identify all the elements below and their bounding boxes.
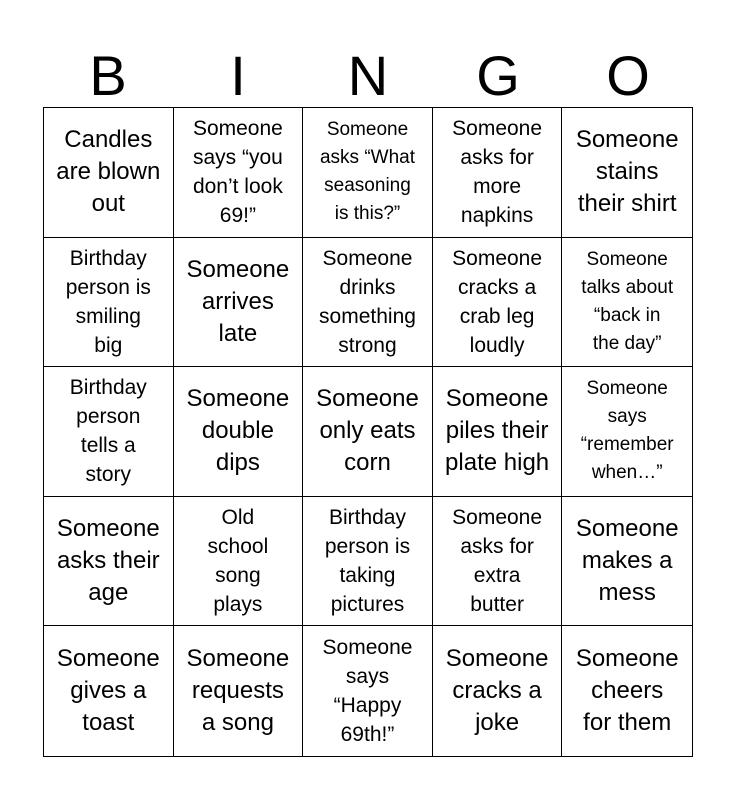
header-letter-b: B (89, 44, 127, 107)
cell-text: Someone says “remember when…” (580, 378, 674, 484)
cell-text: Someone gives a toast (56, 645, 160, 737)
header-letter-o: O (606, 44, 650, 107)
cell-text: Someone arrives late (186, 255, 290, 347)
cell-text: Someone only eats corn (316, 385, 419, 477)
bingo-cell-r2-c5[interactable] (562, 238, 692, 368)
bingo-cell-r1-c1[interactable] (44, 108, 174, 238)
cell-text: Someone cracks a joke (445, 645, 549, 737)
cell-text: Someone makes a mess (575, 515, 679, 607)
cell-text: Someone cracks a crab leg loudly (452, 246, 543, 357)
cell-text: Someone asks “What seasoning is this?” (319, 119, 415, 225)
cell-text: Someone stains their shirt (575, 126, 679, 218)
bingo-cell-r5-c5[interactable] (562, 626, 692, 756)
bingo-header (43, 44, 693, 108)
cell-text: Birthday person tells a story (69, 376, 147, 487)
cell-text: Old school song plays (207, 506, 269, 617)
bingo-cell-r4-c3[interactable] (303, 497, 433, 627)
bingo-cell-r3-c5[interactable] (562, 367, 692, 497)
cell-text: Someone cheers for them (575, 645, 679, 737)
cell-text: Someone piles their plate high (445, 385, 550, 477)
cell-text: Someone says “Happy 69th!” (322, 636, 413, 747)
cell-text: Someone asks for extra butter (452, 506, 543, 617)
bingo-cell-r3-c3[interactable] (303, 367, 433, 497)
bingo-cell-r2-c2[interactable] (174, 238, 304, 368)
cell-text: Someone requests a song (186, 645, 290, 737)
bingo-cell-r4-c2[interactable] (174, 497, 304, 627)
cell-text: Someone asks their age (56, 515, 160, 607)
cell-text: Someone asks for more napkins (452, 117, 543, 228)
bingo-cell-r5-c2[interactable] (174, 626, 304, 756)
bingo-cell-r4-c1[interactable] (44, 497, 174, 627)
cell-text: Birthday person is smiling big (65, 246, 151, 357)
cell-text: Birthday person is taking pictures (324, 506, 411, 617)
bingo-cell-r2-c1[interactable] (44, 238, 174, 368)
cell-text: Someone double dips (186, 385, 290, 477)
bingo-cell-r5-c3[interactable] (303, 626, 433, 756)
bingo-cell-r5-c4[interactable] (433, 626, 563, 756)
cell-text: Someone says “you don’t look 69!” (192, 117, 283, 228)
bingo-cell-r3-c4[interactable] (433, 367, 563, 497)
header-letter-i: I (230, 44, 246, 107)
bingo-cell-r3-c1[interactable] (44, 367, 174, 497)
bingo-cell-r2-c3[interactable] (303, 238, 433, 368)
bingo-cell-r1-c4[interactable] (433, 108, 563, 238)
bingo-cell-r5-c1[interactable] (44, 626, 174, 756)
bingo-cell-r3-c2[interactable] (174, 367, 304, 497)
header-letter-g: G (476, 44, 520, 107)
bingo-cell-r1-c2[interactable] (174, 108, 304, 238)
header-letter-n: N (347, 44, 389, 107)
bingo-cell-r4-c5[interactable] (562, 497, 692, 627)
bingo-cell-r2-c4[interactable] (433, 238, 563, 368)
bingo-cell-r4-c4[interactable] (433, 497, 563, 627)
bingo-cell-r1-c5[interactable] (562, 108, 692, 238)
cell-text: Candles are blown out (56, 126, 161, 218)
cell-text: Someone drinks something strong (319, 246, 416, 357)
bingo-board (43, 107, 693, 757)
bingo-cell-r1-c3[interactable] (303, 108, 433, 238)
cell-text: Someone talks about “back in the day” (581, 248, 674, 354)
